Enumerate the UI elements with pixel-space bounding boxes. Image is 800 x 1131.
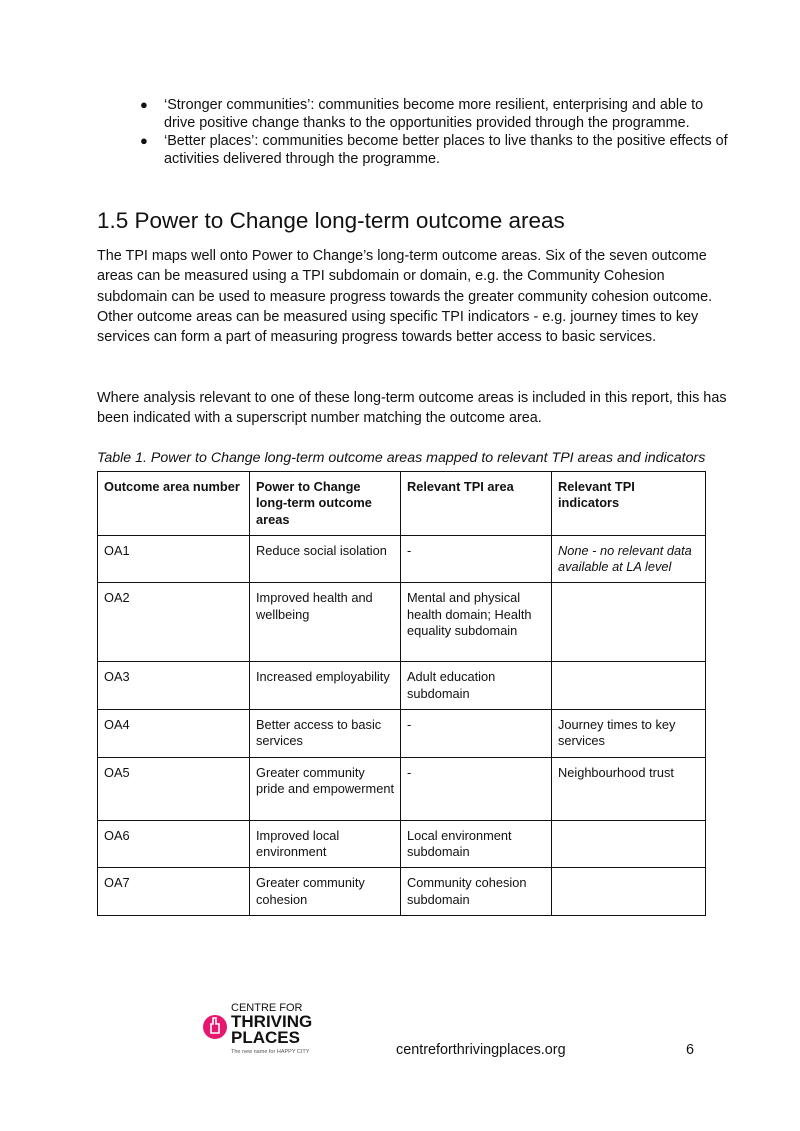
cell: Mental and physical health domain; Health equality subdomain (401, 583, 552, 662)
cell: - (401, 757, 552, 820)
table-row (98, 868, 706, 916)
table-row (98, 535, 706, 583)
bullet-text: ‘Stronger communities’: communities become more resilient, enterprising and able to drive positive change thanks to the opportunities provided through the programme. (164, 97, 704, 131)
table-header-row (98, 472, 706, 536)
cell: - (401, 710, 552, 758)
header-outcome-number: Outcome area number (98, 472, 250, 536)
cell: None - no relevant data available at LA level (552, 535, 706, 583)
cell: Improved health and wellbeing (250, 583, 401, 662)
header-outcome-areas: Power to Change long-term outcome areas (250, 472, 401, 536)
cell (552, 820, 706, 868)
bullet-dot-icon: ● (140, 133, 148, 148)
table-row (98, 662, 706, 710)
outcome-areas-table (97, 471, 706, 916)
centre-for-thriving-places-logo (201, 1000, 326, 1058)
bullet-item (140, 132, 730, 168)
paragraph-note: Where analysis relevant to one of these long-term outcome areas is included in this report, this has been indicated with a superscript number matching the outcome area. (97, 390, 727, 427)
bullet-item (140, 96, 730, 132)
footer-url[interactable]: centreforthrivingplaces.org (396, 1042, 566, 1058)
table-row (98, 757, 706, 820)
cell: - (401, 535, 552, 583)
header-tpi-area: Relevant TPI area (401, 472, 552, 536)
cell: Better access to basic services (250, 710, 401, 758)
logo-line3: PLACES (231, 1028, 300, 1047)
table-row (98, 820, 706, 868)
cell: Greater community pride and empowerment (250, 757, 401, 820)
section-heading: 1.5 Power to Change long-term outcome areas (97, 208, 565, 233)
cell: Local environment subdomain (401, 820, 552, 868)
cell (552, 583, 706, 662)
logo-line1: CENTRE FOR (231, 1002, 303, 1014)
table-caption: Table 1. Power to Change long-term outcome areas mapped to relevant TPI areas and indicators (97, 450, 706, 466)
cell: OA7 (98, 868, 250, 916)
bullet-text: ‘Better places’: communities become better places to live thanks to the positive effects of activities delivered through the programme. (164, 133, 728, 167)
cell: OA6 (98, 820, 250, 868)
paragraph-intro: The TPI maps well onto Power to Change’s long-term outcome areas. Six of the seven outcome areas can be measured using a TPI subdomain or domain, e.g. the Community Cohesion subdomain can be used to measure progress towards the greater community cohesion outcome. Other outcome areas can be measured using specific TPI indicators - e.g. journey times to key services can form a part of measuring progress towards better access to basic services. (97, 248, 713, 346)
page-number: 6 (686, 1042, 695, 1058)
cell: OA4 (98, 710, 250, 758)
table-row (98, 583, 706, 662)
cell: Adult education subdomain (401, 662, 552, 710)
cell: Community cohesion subdomain (401, 868, 552, 916)
cell: Journey times to key services (552, 710, 706, 758)
logo-graphic (201, 1000, 326, 1058)
cell (552, 662, 706, 710)
bullet-list (140, 96, 730, 168)
cell: OA5 (98, 757, 250, 820)
cell: OA1 (98, 535, 250, 583)
cell (552, 868, 706, 916)
logo-line2: THRIVING (231, 1012, 313, 1031)
logo-tagline: The new name for HAPPY CITY (231, 1049, 310, 1055)
cell: OA2 (98, 583, 250, 662)
cell: Improved local environment (250, 820, 401, 868)
table-row (98, 710, 706, 758)
header-tpi-indicators: Relevant TPI indicators (552, 472, 706, 536)
cell: OA3 (98, 662, 250, 710)
cell: Reduce social isolation (250, 535, 401, 583)
cell: Increased employability (250, 662, 401, 710)
bullet-dot-icon: ● (140, 97, 148, 112)
cell: Greater community cohesion (250, 868, 401, 916)
cell: Neighbourhood trust (552, 757, 706, 820)
